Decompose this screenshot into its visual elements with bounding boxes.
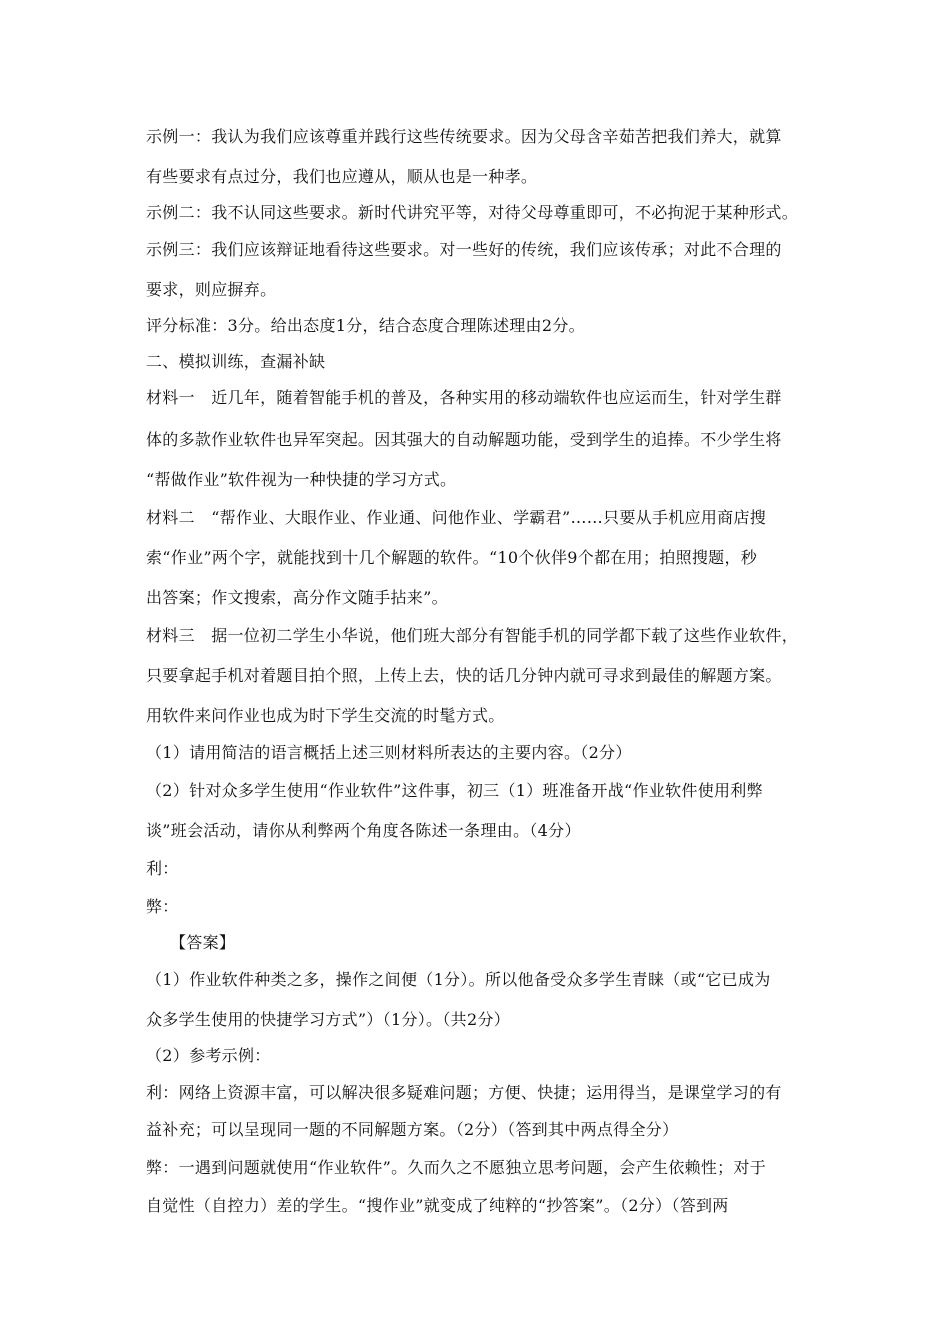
text-line-material-3: 材料三 据一位初二学生小华说，他们班大部分有智能手机的同学都下载了这些作业软件， — [146, 626, 799, 645]
text-line-material-1: 材料一 近几年，随着智能手机的普及，各种实用的移动端软件也应运而生，针对学生群 — [146, 388, 782, 407]
text-line-example-2: 示例二：我不认同这些要求。新时代讲究平等，对待父母尊重即可，不必拘泥于某种形式。 — [146, 203, 799, 222]
question-2-cont: 谈”班会活动，请你从利弊两个角度各陈述一条理由。（4分） — [146, 821, 581, 840]
text-line-material-1-end: “帮做作业”软件视为一种快捷的学习方式。 — [146, 470, 457, 489]
text-line-material-3-end: 用软件来问作业也成为时下学生交流的时髦方式。 — [146, 706, 505, 725]
answer-2-pro-cont: 益补充；可以呈现同一题的不同解题方案。（2分）（答到其中两点得全分） — [146, 1120, 679, 1139]
answer-1: （1）作业软件种类之多，操作之间便（1分）。所以他备受众多学生青睐（或“它已成为 — [146, 970, 771, 989]
section-heading: 二、模拟训练，查漏补缺 — [146, 352, 326, 371]
text-line-example-3: 示例三：我们应该辩证地看待这些要求。对一些好的传统，我们应该传承；对此不合理的 — [146, 240, 782, 259]
answer-1-cont: 众多学生使用的快捷学习方式”）（1分）。（共2分） — [146, 1010, 511, 1029]
question-2: （2）针对众多学生使用“作业软件”这件事，初三（1）班准备开战“作业软件使用利弊 — [146, 781, 763, 800]
answer-2-heading: （2）参考示例： — [146, 1046, 271, 1065]
text-line-material-2-cont: 索“作业”两个字，就能找到十几个解题的软件。“10个伙伴9个都在用；拍照搜题，秒 — [146, 548, 758, 567]
text-line-example-1: 示例一：我认为我们应该尊重并践行这些传统要求。因为父母含辛茹苦把我们养大，就算 — [146, 127, 782, 146]
text-line-scoring: 评分标准：3分。给出态度1分，结合态度合理陈述理由2分。 — [146, 316, 585, 335]
text-line-example-3-cont: 要求，则应摒弃。 — [146, 280, 277, 299]
question-1: （1）请用简洁的语言概括上述三则材料所表达的主要内容。（2分） — [146, 743, 632, 762]
answer-label-con: 弊： — [146, 897, 179, 916]
answer-label-pro: 利： — [146, 859, 179, 878]
answer-2-pro: 利：网络上资源丰富，可以解决很多疑难问题；方便、快捷；运用得当，是课堂学习的有 — [146, 1083, 782, 1102]
text-line-example-1-cont: 有些要求有点过分，我们也应遵从，顺从也是一种孝。 — [146, 167, 538, 186]
text-line-material-1-cont: 体的多款作业软件也异军突起。因其强大的自动解题功能，受到学生的追捧。不少学生将 — [146, 430, 782, 449]
answer-heading: 【答案】 — [170, 933, 236, 952]
text-line-material-2: 材料二 “帮作业、大眼作业、作业通、问他作业、学霸君”……只要从手机应用商店搜 — [146, 508, 767, 527]
text-line-material-2-end: 出答案；作文搜索，高分作文随手拈来”。 — [146, 588, 448, 607]
answer-2-con: 弊：一遇到问题就使用“作业软件”。久而久之不愿独立思考问题，会产生依赖性；对于 — [146, 1158, 767, 1177]
answer-2-con-cont: 自觉性（自控力）差的学生。“搜作业”就变成了纯粹的“抄答案”。（2分）（答到两 — [146, 1196, 729, 1215]
text-line-material-3-cont: 只要拿起手机对着题目拍个照，上传上去，快的话几分钟内就可寻求到最佳的解题方案。 — [146, 666, 782, 685]
